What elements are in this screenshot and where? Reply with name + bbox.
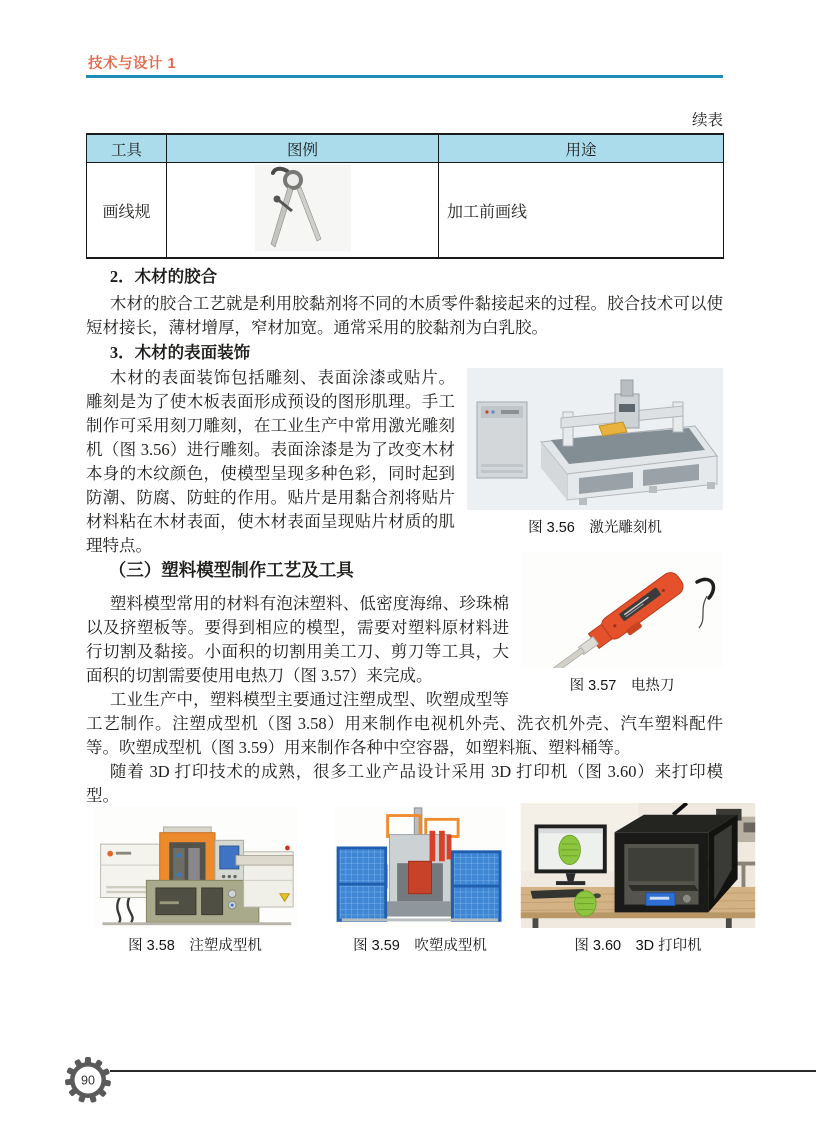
laser-engraver-photo bbox=[467, 368, 723, 510]
continued-table-note: 续表 bbox=[691, 112, 723, 129]
figure-3-60-caption: 图 3.60 3D 打印机 bbox=[574, 938, 702, 954]
figure-3-59-caption: 图 3.59 吹塑成型机 bbox=[353, 938, 487, 954]
paragraph-plastic-2: 工业生产中，塑料模型主要通过注塑成型、吹塑成型等工艺制作。注塑成型机（图 3.58）用来制作电视机外壳、洗衣机外壳、汽车塑料配件等。吹塑成型机（图 3.59）用来制作各种中空容器，如塑料瓶、塑料桶等。 bbox=[86, 690, 723, 757]
figure-3-59 bbox=[330, 806, 510, 955]
figure-3-58-caption: 图 3.58 注塑成型机 bbox=[128, 938, 262, 954]
hot-knife-photo bbox=[521, 552, 723, 668]
page-number: 90 bbox=[81, 1073, 95, 1088]
footer-rule bbox=[110, 1070, 816, 1072]
tool-table bbox=[86, 133, 724, 259]
tool-illustration-cell bbox=[167, 163, 439, 259]
tool-name-cell: 画线规 bbox=[87, 163, 167, 259]
figure-3-60 bbox=[518, 803, 758, 955]
table-header-tool: 工具 bbox=[87, 134, 167, 163]
divider-compass-photo bbox=[255, 238, 351, 255]
table-header-use: 用途 bbox=[439, 134, 724, 163]
paragraph-wood-surface: 木材的表面装饰包括雕刻、表面涂漆或贴片。雕刻是为了使木板表面形成预设的图形肌理。手工制作可采用刻刀雕刻，在工业生产中常用激光雕刻机（图 3.56）进行雕刻。表面涂漆是为了改变木材本身的木纹颜色，使模型呈现多种色彩，同时起到防潮、防腐、防蛀的作用。贴片是用黏合剂将贴片材料粘在木材表面，使木材表面呈现贴片材质的肌理特点。 bbox=[86, 368, 455, 555]
heading-plastic-section: （三）塑料模型制作工艺及工具 bbox=[108, 560, 354, 580]
figure-3-58 bbox=[88, 806, 302, 955]
wood-surface-block bbox=[86, 366, 723, 558]
heading-wood-glue: 2．木材的胶合 bbox=[109, 267, 218, 286]
figure-3-57 bbox=[521, 552, 723, 698]
table-header-illustration: 图例 bbox=[167, 134, 439, 163]
paragraph-plastic-1: 塑料模型常用的材料有泡沫塑料、低密度海绵、珍珠棉以及挤塑板等。要得到相应的模型，需要对塑料原材料进行切割及黏接。小面积的切割用美工刀、剪刀等工具，大面积的切割需要使用电热刀（图 3.57）来完成。 bbox=[86, 594, 509, 685]
table-header-row bbox=[87, 134, 724, 163]
3d-printer-photo bbox=[518, 803, 758, 928]
figure-3-57-caption: 图 3.57 电热刀 bbox=[569, 678, 675, 694]
paragraph-wood-glue: 木材的胶合工艺就是利用胶黏剂将不同的木质零件黏接起来的过程。胶合技术可以使短材接长，薄材增厚，窄材加宽。通常采用的胶黏剂为白乳胶。 bbox=[86, 294, 723, 337]
figure-3-56-caption: 图 3.56 激光雕刻机 bbox=[528, 520, 662, 536]
page-number-gear bbox=[64, 1056, 112, 1104]
tool-use-cell: 加工前画线 bbox=[439, 163, 724, 259]
header-rule bbox=[86, 75, 723, 78]
paragraph-plastic-3: 随着 3D 打印技术的成熟，很多工业产品设计采用 3D 打印机（图 3.60）来打印模型。 bbox=[86, 762, 723, 805]
heading-wood-surface: 3．木材的表面装饰 bbox=[109, 343, 251, 362]
figure-3-56 bbox=[467, 368, 723, 540]
plastic-block bbox=[86, 552, 723, 808]
injection-molding-machine-photo bbox=[88, 806, 302, 928]
table-row bbox=[87, 163, 724, 259]
blow-molding-machine-photo bbox=[330, 806, 510, 928]
page-header-title: 技术与设计 1 bbox=[88, 56, 177, 72]
